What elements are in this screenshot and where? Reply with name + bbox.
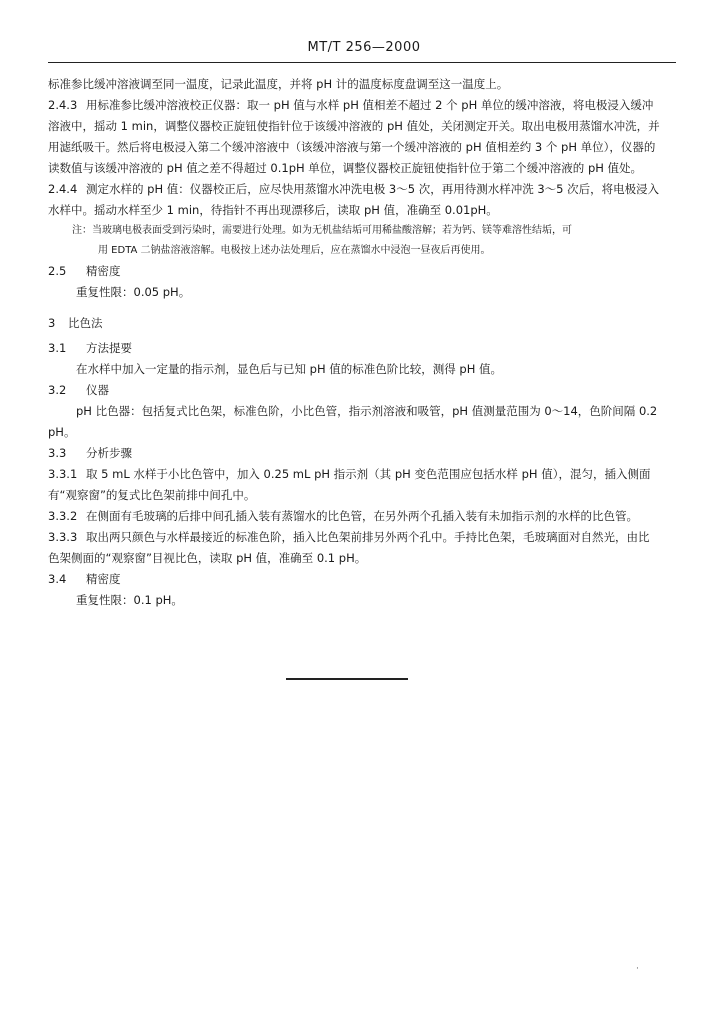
clause-3-3-3	[48, 527, 660, 569]
heading-text: 方法提要	[86, 341, 132, 355]
heading-number: 2.5	[48, 264, 67, 278]
apparatus-description: pH 比色器：包括复式比色架，标准色阶，小比色管，指示剂溶液和吸管，pH 值测量范围为 0～14，色阶间隔 0.2 pH。	[48, 404, 658, 439]
method-summary: 在水样中加入一定量的指示剂，显色后与已知 pH 值的标准色阶比较，测得 pH 值。	[76, 362, 503, 376]
scan-mark: ·	[636, 964, 639, 974]
document-number-header: MT/T 256—2000	[307, 40, 421, 55]
document-body	[48, 74, 660, 611]
heading-3-2	[48, 380, 660, 401]
clause-number: 2.4.3	[48, 98, 78, 112]
clause-number: 3.3.2	[48, 509, 78, 523]
clause-number: 3.3.3	[48, 530, 78, 544]
header-rule	[48, 62, 676, 63]
clause-text: 测定水样的 pH 值：仪器校正后，应尽快用蒸馏水冲洗电极 3～5 次，再用待测水样冲洗 3～5 次后，将电极浸入水样中。摇动水样至少 1 min，待指针不再出现漂移后，读取 pH 值，准确至 0.01pH。	[48, 182, 660, 217]
clause-2-4-3	[48, 95, 660, 179]
heading-number: 3.3	[48, 446, 67, 460]
section-title-text: 比色法	[68, 316, 103, 330]
end-of-text-rule	[286, 678, 408, 680]
note-continuation: 用 EDTA 二钠盐溶液溶解。电极按上述办法处理后，应在蒸馏水中浸泡一昼夜后再使用。	[98, 245, 491, 256]
section-3-title	[48, 313, 660, 334]
clause-text: 取出两只颜色与水样最接近的标准色阶，插入比色架前排另外两个孔中。手持比色架，毛玻璃面对自然光，由比色架侧面的“观察窗”目视比色，读取 pH 值，准确至 0.1 pH。	[48, 530, 650, 565]
heading-text: 精密度	[86, 572, 121, 586]
clause-3-3-1	[48, 464, 660, 506]
section-number: 3	[48, 316, 56, 330]
note: 注：当玻璃电极表面受到污染时，需要进行处理。如为无机盐结垢可用稀盐酸溶解；若为钙、镁等难溶性结垢，可	[72, 225, 572, 236]
precision-value: 重复性限：0.1 pH。	[76, 593, 183, 607]
clause-text: 在侧面有毛玻璃的后排中间孔插入装有蒸馏水的比色管，在另外两个孔插入装有未加指示剂的水样的比色管。	[86, 509, 638, 523]
clause-2-4-4	[48, 179, 660, 221]
heading-number: 3.1	[48, 341, 67, 355]
clause-3-3-2	[48, 506, 660, 527]
heading-3-3	[48, 443, 660, 464]
heading-3-4	[48, 569, 660, 590]
heading-text: 分析步骤	[86, 446, 132, 460]
heading-2-5	[48, 261, 660, 282]
continued-paragraph: 标准参比缓冲溶液调至同一温度，记录此温度，并将 pH 计的温度标度盘调至这一温度上。	[48, 77, 509, 91]
heading-number: 3.4	[48, 572, 67, 586]
heading-3-1	[48, 338, 660, 359]
clause-number: 3.3.1	[48, 467, 78, 481]
precision-value: 重复性限：0.05 pH。	[76, 285, 191, 299]
heading-text: 仪器	[86, 383, 109, 397]
heading-number: 3.2	[48, 383, 67, 397]
heading-text: 精密度	[86, 264, 121, 278]
clause-number: 2.4.4	[48, 182, 78, 196]
clause-text: 取 5 mL 水样于小比色管中，加入 0.25 mL pH 指示剂（其 pH 变色范围应包括水样 pH 值），混匀，插入侧面有“观察窗”的复式比色架前排中间孔中。	[48, 467, 651, 502]
clause-text: 用标准参比缓冲溶液校正仪器：取一 pH 值与水样 pH 值相差不超过 2 个 pH 单位的缓冲溶液，将电极浸入缓冲溶液中，摇动 1 min，调整仪器校正旋钮使指针位于该缓冲溶液的 pH 值处，关闭测定开关。取出电极用蒸馏水冲洗，并用滤纸吸干。然后将电极浸入第二个缓冲溶液中（该缓冲溶液与第一个缓冲溶液的 pH 值相差约 3 个 pH 单位），仪器的读数值与该缓冲溶液的 pH 值之差不得超过 0.1pH 单位，调整仪器校正旋钮使指针位于第二个缓冲溶液的 pH 值处。	[48, 98, 660, 175]
